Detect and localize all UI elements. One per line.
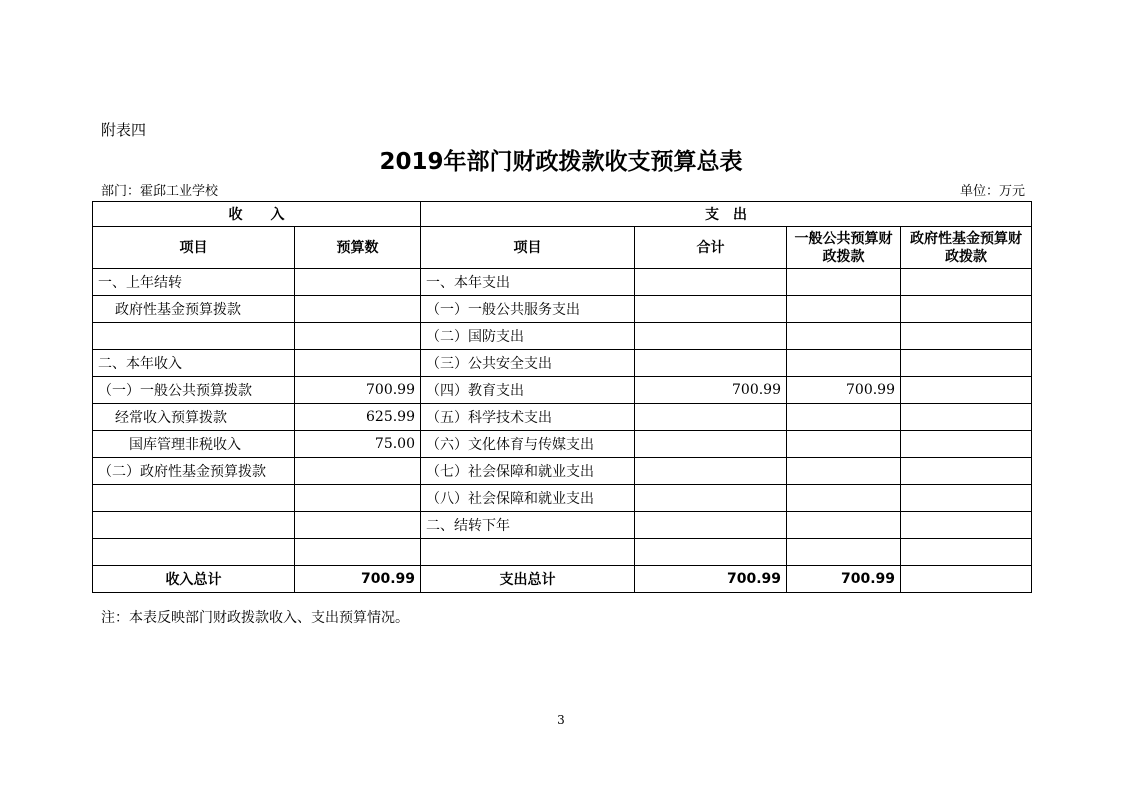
income-value-cell [295, 269, 421, 296]
table-row [93, 431, 1032, 458]
table-row [93, 350, 1032, 377]
expense-total-label: 支出总计 [421, 566, 635, 593]
fund-cell [901, 485, 1032, 512]
total-cell [635, 404, 787, 431]
fund-cell [901, 431, 1032, 458]
expense-total-value: 700.99 [635, 566, 787, 593]
fund-total-value [901, 566, 1032, 593]
page-number: 3 [557, 713, 565, 727]
expense-item-cell: 一、本年支出 [421, 269, 635, 296]
fund-cell [901, 350, 1032, 377]
general-cell [787, 431, 901, 458]
general-cell [787, 485, 901, 512]
general-cell [787, 512, 901, 539]
total-cell [635, 431, 787, 458]
table-row [93, 458, 1032, 485]
total-cell [635, 512, 787, 539]
expense-item-cell: （二）国防支出 [421, 323, 635, 350]
general-cell [787, 350, 901, 377]
income-value-cell [295, 323, 421, 350]
department-label: 部门：霍邱工业学校 [101, 184, 219, 199]
unit-label: 单位：万元 [959, 184, 1025, 199]
general-cell [787, 323, 901, 350]
income-item-cell [93, 323, 295, 350]
table-row [93, 377, 1032, 404]
income-item-cell: 二、本年收入 [93, 350, 295, 377]
total-cell [635, 323, 787, 350]
fund-cell [901, 377, 1032, 404]
expense-item-cell: （八）社会保障和就业支出 [421, 485, 635, 512]
income-value-cell [295, 458, 421, 485]
expense-item-cell: （三）公共安全支出 [421, 350, 635, 377]
general-cell [787, 404, 901, 431]
general-cell [787, 539, 901, 566]
income-value-cell [295, 296, 421, 323]
total-cell: 700.99 [635, 377, 787, 404]
income-section-header: 收 入 [93, 202, 421, 227]
general-public-header: 一般公共预算财政拨款 [787, 227, 901, 269]
general-cell [787, 458, 901, 485]
budget-table [92, 201, 1032, 593]
expense-item-cell [421, 539, 635, 566]
expense-item-cell: （四）教育支出 [421, 377, 635, 404]
income-item-cell: （一）一般公共预算拨款 [93, 377, 295, 404]
income-item-header: 项目 [93, 227, 295, 269]
annex-label: 附表四 [101, 121, 147, 139]
general-cell: 700.99 [787, 377, 901, 404]
table-row [93, 485, 1032, 512]
income-item-cell [93, 485, 295, 512]
income-item-cell [93, 539, 295, 566]
general-cell [787, 269, 901, 296]
header-row-columns [93, 227, 1032, 269]
expense-item-cell: （七）社会保障和就业支出 [421, 458, 635, 485]
fund-cell [901, 404, 1032, 431]
income-item-cell: 政府性基金预算拨款 [93, 296, 295, 323]
total-cell [635, 269, 787, 296]
header-row-sections [93, 202, 1032, 227]
fund-cell [901, 458, 1032, 485]
fund-cell [901, 539, 1032, 566]
table-row [93, 404, 1032, 431]
income-value-cell [295, 350, 421, 377]
table-row [93, 269, 1032, 296]
income-item-cell [93, 512, 295, 539]
general-cell [787, 296, 901, 323]
totals-row [93, 566, 1032, 593]
table-row [93, 512, 1032, 539]
general-total-value: 700.99 [787, 566, 901, 593]
fund-cell [901, 296, 1032, 323]
total-header: 合计 [635, 227, 787, 269]
income-value-cell: 625.99 [295, 404, 421, 431]
total-cell [635, 485, 787, 512]
footnote: 注：本表反映部门财政拨款收入、支出预算情况。 [101, 610, 409, 626]
fund-cell [901, 512, 1032, 539]
income-value-cell [295, 539, 421, 566]
table-row [93, 539, 1032, 566]
income-value-cell [295, 512, 421, 539]
fund-cell [901, 323, 1032, 350]
budget-amount-header: 预算数 [295, 227, 421, 269]
expense-item-cell: （五）科学技术支出 [421, 404, 635, 431]
expense-item-cell: （一）一般公共服务支出 [421, 296, 635, 323]
expense-section-header: 支 出 [421, 202, 1032, 227]
income-item-cell: 一、上年结转 [93, 269, 295, 296]
table-row [93, 323, 1032, 350]
income-value-cell [295, 485, 421, 512]
expense-item-header: 项目 [421, 227, 635, 269]
income-value-cell: 700.99 [295, 377, 421, 404]
table-row [93, 296, 1032, 323]
total-cell [635, 350, 787, 377]
income-total-label: 收入总计 [93, 566, 295, 593]
total-cell [635, 296, 787, 323]
document-title: 2019年部门财政拨款收支预算总表 [379, 149, 743, 175]
fund-cell [901, 269, 1032, 296]
income-item-cell: 国库管理非税收入 [93, 431, 295, 458]
income-item-cell: 经常收入预算拨款 [93, 404, 295, 431]
income-item-cell: （二）政府性基金预算拨款 [93, 458, 295, 485]
gov-fund-header: 政府性基金预算财政拨款 [901, 227, 1032, 269]
income-total-value: 700.99 [295, 566, 421, 593]
expense-item-cell: （六）文化体育与传媒支出 [421, 431, 635, 458]
expense-item-cell: 二、结转下年 [421, 512, 635, 539]
total-cell [635, 458, 787, 485]
total-cell [635, 539, 787, 566]
income-value-cell: 75.00 [295, 431, 421, 458]
